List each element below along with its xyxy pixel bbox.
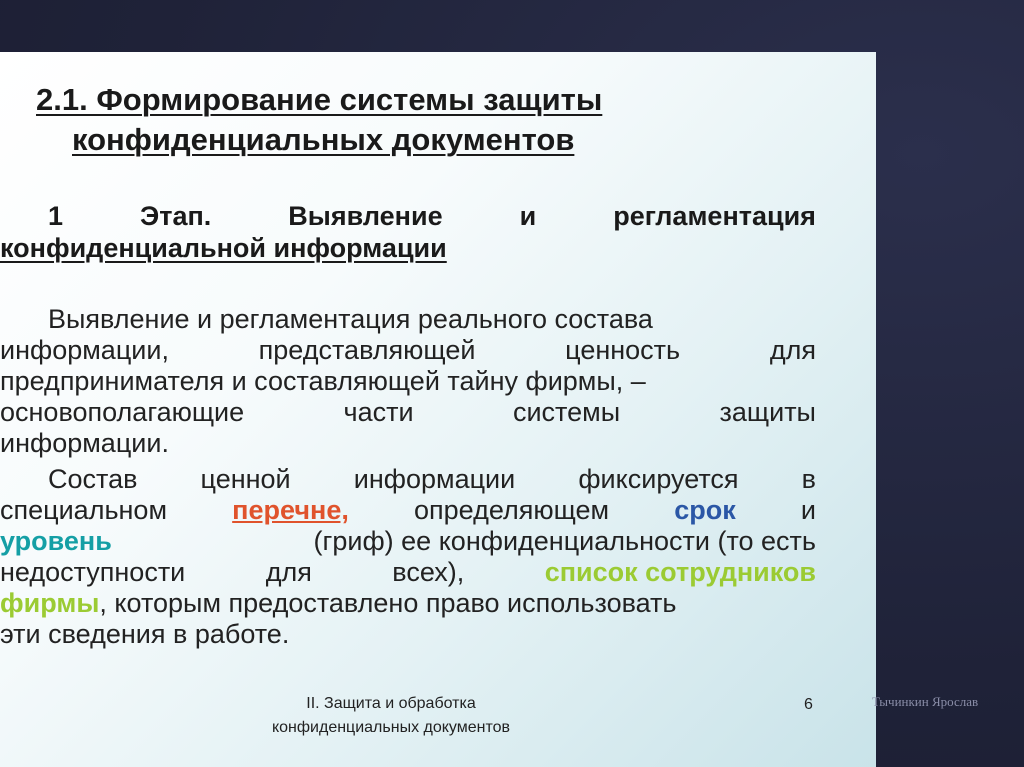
- stage-word: регламентация: [613, 201, 816, 231]
- stage-word: Выявление: [288, 201, 443, 231]
- word: определяющем: [414, 495, 610, 525]
- word: Состав: [48, 464, 138, 494]
- stage-heading-line-1: [0, 200, 816, 232]
- word: всех),: [392, 557, 465, 587]
- word: части: [343, 397, 414, 427]
- word: фиксируется: [578, 464, 739, 494]
- highlight-list-word: перечне,: [232, 495, 349, 525]
- word: представляющей: [258, 335, 476, 365]
- slide: [0, 52, 876, 767]
- paragraph-line: [0, 464, 816, 495]
- slide-footer: [226, 692, 556, 740]
- title-line-2: конфиденциальных документов: [72, 122, 575, 157]
- word: недоступности: [0, 557, 186, 587]
- word: специальном: [0, 495, 168, 525]
- word: информации: [353, 464, 516, 494]
- word: в: [801, 464, 816, 494]
- paragraph-line: [0, 557, 816, 588]
- paragraph-line: [0, 588, 816, 619]
- slide-title: [36, 80, 756, 160]
- stage-heading: [0, 200, 816, 264]
- footer-line-1: II. Защита и обработка: [306, 695, 476, 712]
- title-line-1: 2.1. Формирование системы защиты: [36, 82, 603, 117]
- word: , которым предоставлено право использовать: [99, 588, 677, 618]
- word: информации,: [0, 335, 169, 365]
- paragraph-line: [0, 397, 816, 428]
- highlight-staff-list-end: фирмы: [0, 588, 100, 618]
- paragraph-line: предпринимателя и составляющей тайну фирмы, –: [0, 366, 646, 396]
- word: системы: [512, 397, 621, 427]
- paragraph-line: [0, 495, 816, 526]
- word: (гриф) ее конфиденциальности (то есть: [313, 526, 816, 556]
- paragraph-line: [0, 526, 816, 557]
- paragraph-line: [0, 335, 816, 366]
- stage-word: 1: [48, 201, 64, 231]
- word: ценность: [565, 335, 681, 365]
- paragraph-line: информации.: [0, 428, 169, 458]
- word: для: [769, 335, 816, 365]
- word: защиты: [719, 397, 816, 427]
- stage-word: и: [519, 201, 537, 231]
- highlight-term-word: срок: [674, 495, 736, 525]
- author-caption: Тычинкин Ярослав: [872, 694, 979, 709]
- highlight-staff-list: список сотрудников: [544, 557, 816, 587]
- word: и: [800, 495, 816, 525]
- stage-heading-line-2: конфиденциальной информации: [0, 233, 447, 263]
- page-number: 6: [804, 696, 813, 713]
- paragraph-1: [0, 304, 816, 459]
- paragraph-line: Выявление и регламентация реального состава: [48, 304, 653, 334]
- highlight-level-word: уровень: [0, 526, 112, 556]
- paragraph-2: [0, 464, 816, 650]
- word: основополагающие: [0, 397, 245, 427]
- footer-line-2: конфиденциальных документов: [271, 719, 511, 736]
- word: ценной: [200, 464, 291, 494]
- paragraph-line: эти сведения в работе.: [0, 619, 290, 649]
- word: для: [265, 557, 312, 587]
- stage-word: Этап.: [140, 201, 212, 231]
